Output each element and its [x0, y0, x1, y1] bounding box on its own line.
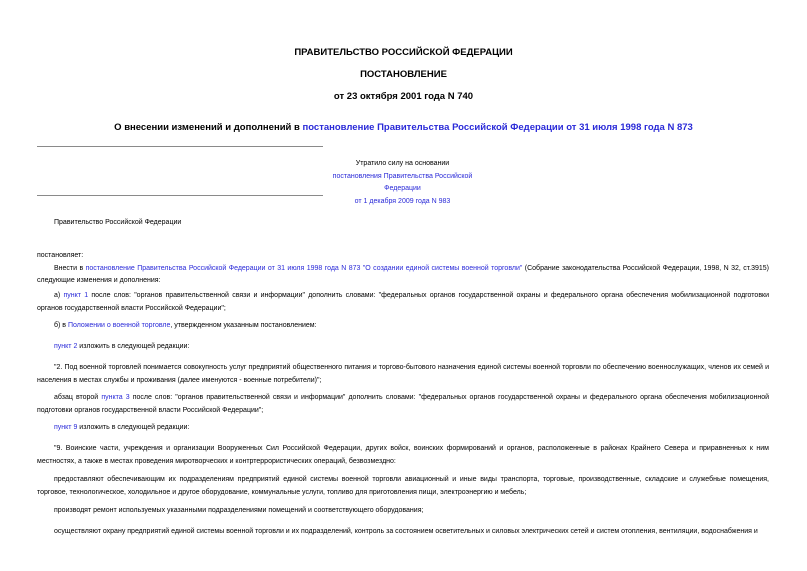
item-b-paragraph	[37, 320, 769, 333]
point-9-new-text: "9. Воинские части, учреждения и организации Вооруженных Сил Российской Федерации, других войск, воинских формирований и органов, расположенные в районах Крайнего Севера и приравненных к ним местностях, а также в местах проведения миротворческих и контртеррористических операций, безвозмездно:	[37, 445, 769, 465]
point-9-paragraph	[37, 422, 769, 435]
repair-paragraph: производят ремонт используемых указанными подразделениями помещений и соответствующего оборудования;	[54, 507, 424, 514]
decree-873-link[interactable]: постановление Правительства Российской Федерации от 31 июля 1998 года N 873 "О создании единой системы военной торговли"	[85, 264, 523, 272]
security-paragraph: осуществляют охрану предприятий единой системы военной торговли и их подразделений, контроль за состоянием осветительных и силовых электрических сетей и систем отопления, вентиляции, водоснабжения и	[54, 528, 758, 535]
point-2-link[interactable]: пункт 2	[54, 343, 78, 350]
amend-intro: Внести в	[54, 264, 86, 272]
preamble-paragraph: Правительство Российской Федерации	[54, 219, 182, 226]
point-3-paragraph	[37, 392, 769, 417]
point-3-text: после слов: "органов правительственной связи и информации" дополнить словами: "федеральных органов государственной охраны и федерального органа обеспечения мобилизационной подготовки органов государственной власти Российской Федерации";	[37, 394, 769, 414]
resolves-word: постановляет:	[37, 252, 84, 259]
document-type-heading: ПОСТАНОВЛЕНИЕ	[360, 69, 447, 80]
provide-paragraph: предоставляют обеспечивающим их подразделениям предприятий единой системы военной торговли авиационный и иные виды транспорта, торговые, производственные, складские и служебные помещения, торговое, технологическое, холодильное и другое оборудование, коммунальные услуги, топливо для приготовления пищи, электроэнергию и мебель;	[37, 476, 769, 496]
point-9-link[interactable]: пункт 9	[54, 424, 78, 431]
item-b-text: , утвержденном указанным постановлением:	[170, 322, 317, 329]
military-trade-regulation-link[interactable]: Положении о военной торговле	[67, 322, 171, 329]
divider-bottom	[37, 195, 323, 196]
point-3-link[interactable]: пункта 3	[101, 394, 130, 401]
lost-force-line1: Утратило силу на основании	[355, 160, 450, 167]
divider-top	[37, 146, 323, 147]
document-title	[0, 122, 807, 133]
point-9-text: изложить в следующей редакции:	[77, 424, 190, 431]
date-number-heading: от 23 октября 2001 года N 740	[333, 91, 474, 102]
item-a-paragraph	[37, 290, 769, 315]
government-heading: ПРАВИТЕЛЬСТВО РОССИЙСКОЙ ФЕДЕРАЦИИ	[294, 47, 513, 58]
point-2-paragraph	[37, 341, 769, 354]
item-a-prefix: а)	[54, 292, 64, 299]
lost-force-link-1[interactable]: постановления Правительства Российской Федерации	[332, 172, 473, 192]
lost-force-link-2[interactable]: от 1 декабря 2009 года N 983	[354, 197, 451, 205]
title-prefix: О внесении изменений и дополнений в	[114, 122, 303, 133]
item-a-text: после слов: "органов правительственной связи и информации" дополнить словами: "федеральных органов государственной охраны и федерального органа обеспечения мобилизационной подготовки органов государственной власти Российской Федерации";	[37, 292, 770, 312]
point-2-text: изложить в следующей редакции:	[77, 343, 190, 350]
point-3-prefix: абзац второй	[54, 394, 102, 401]
amend-tail: (Собрание законодательства Российской Федерации, 1998, N 32, ст.3915) следующие изменения и дополнения:	[37, 264, 769, 284]
point-2-new-text: "2. Под военной торговлей понимается совокупность услуг предприятий общественного питания и торгово-бытового назначения единой системы военной торговли по обеспечению военнослужащих, членов их семей и населения в местах службы и проживания (далее именуются - военные потребители)";	[37, 364, 769, 384]
lost-force-note	[320, 158, 485, 208]
point-1-link[interactable]: пункт 1	[63, 292, 89, 299]
title-link[interactable]: постановление Правительства Российской Федерации от 31 июля 1998 года N 873	[302, 122, 693, 133]
item-b-prefix: б) в	[54, 322, 68, 329]
resolves-paragraph	[37, 250, 769, 288]
